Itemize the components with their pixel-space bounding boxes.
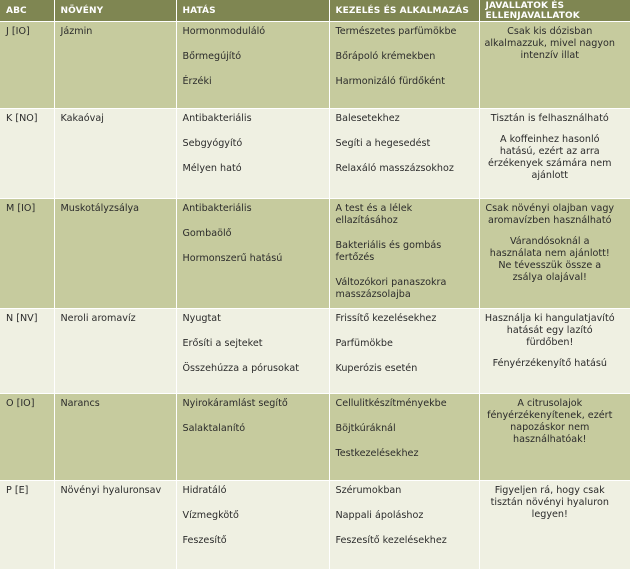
treatment-item: Szérumokban <box>336 485 475 497</box>
note-item: Figyeljen rá, hogy csak tisztán növényi hyaluron legyen! <box>484 485 617 521</box>
effect-item: Bőrmegújító <box>183 51 325 63</box>
treatments-cell <box>329 394 479 481</box>
effect-item: Antibakteriális <box>183 113 325 125</box>
treatments-cell <box>329 309 479 394</box>
note-item: Csak kis dózisban alkalmazzuk, mivel nagyon intenzív illat <box>484 26 617 62</box>
effects-cell <box>176 199 329 309</box>
effect-item: Nyirokáramlást segítő <box>183 398 325 410</box>
treatment-item: Nappali ápoláshoz <box>336 510 475 522</box>
treatment-item: A test és a lélek ellazításához <box>336 203 475 227</box>
treatment-item: Segíti a hegesedést <box>336 138 475 150</box>
treatment-item: Testkezelésekhez <box>336 448 475 460</box>
plant-cell: Neroli aromavíz <box>54 309 176 394</box>
table-row <box>0 22 630 109</box>
treatment-item: Balesetekhez <box>336 113 475 125</box>
effect-item: Hormonmoduláló <box>183 26 325 38</box>
abc-cell: P [E] <box>0 481 54 569</box>
table-row <box>0 199 630 309</box>
treatment-item: Parfümökbe <box>336 338 475 350</box>
notes-cell <box>479 199 630 309</box>
effect-item: Hidratáló <box>183 485 325 497</box>
abc-cell: K [NO] <box>0 109 54 199</box>
abc-cell: J [IO] <box>0 22 54 109</box>
effect-item: Erősíti a sejteket <box>183 338 325 350</box>
effect-item: Sebgyógyító <box>183 138 325 150</box>
note-item: Használja ki hangulatjavító hatását egy lazító fürdőben! <box>484 313 617 349</box>
note-item: Fényérzékenyítő hatású <box>484 358 617 370</box>
plant-cell: Narancs <box>54 394 176 481</box>
treatment-item: Relaxáló masszázsokhoz <box>336 163 475 175</box>
effects-cell <box>176 309 329 394</box>
notes-cell <box>479 109 630 199</box>
note-item: A koffeinhez hasonló hatású, ezért az arra érzékenyek számára nem ajánlott <box>484 134 617 182</box>
treatments-cell <box>329 199 479 309</box>
effects-cell <box>176 109 329 199</box>
effects-cell <box>176 481 329 569</box>
notes-cell <box>479 22 630 109</box>
abc-cell: O [IO] <box>0 394 54 481</box>
effects-cell <box>176 22 329 109</box>
effect-item: Mélyen ható <box>183 163 325 175</box>
treatment-item: Harmonizáló fürdőként <box>336 76 475 88</box>
plant-cell: Jázmin <box>54 22 176 109</box>
header-treatment: KEZELÉS ÉS ALKALMAZÁS <box>329 0 479 22</box>
effect-item: Vízmegkötő <box>183 510 325 522</box>
effect-item: Érzéki <box>183 76 325 88</box>
treatment-item: Feszesítő kezelésekhez <box>336 535 475 547</box>
treatment-item: Böjtkúráknál <box>336 423 475 435</box>
table-row <box>0 481 630 569</box>
notes-cell <box>479 394 630 481</box>
note-item: A citrusolajok fényérzékenyítenek, ezért napozáskor nem használhatóak! <box>484 398 617 446</box>
note-item: Tisztán is felhasználható <box>484 113 617 125</box>
table-row <box>0 309 630 394</box>
note-item: Csak növényi olajban vagy aromavízben használható <box>484 203 617 227</box>
header-plant: NÖVÉNY <box>54 0 176 22</box>
notes-cell <box>479 309 630 394</box>
treatment-item: Frissítő kezelésekhez <box>336 313 475 325</box>
plant-cell: Kakaóvaj <box>54 109 176 199</box>
effect-item: Összehúzza a pórusokat <box>183 363 325 375</box>
table-row <box>0 109 630 199</box>
plant-cell: Növényi hyaluronsav <box>54 481 176 569</box>
notes-cell <box>479 481 630 569</box>
plant-cell: Muskotályzsálya <box>54 199 176 309</box>
treatment-item: Bakteriális és gombás fertőzés <box>336 240 475 264</box>
treatment-item: Változókori panaszokra masszázsolajba <box>336 277 475 301</box>
effect-item: Hormonszerű hatású <box>183 253 325 265</box>
table-row <box>0 394 630 481</box>
treatment-item: Bőrápoló krémekben <box>336 51 475 63</box>
treatment-item: Cellulitkészítményekbe <box>336 398 475 410</box>
effect-item: Antibakteriális <box>183 203 325 215</box>
treatments-cell <box>329 22 479 109</box>
header-abc: ABC <box>0 0 54 22</box>
effects-cell <box>176 394 329 481</box>
note-item: Várandósoknál a használata nem ajánlott! Ne tévesszük össze a zsálya olajával! <box>484 236 617 284</box>
effect-item: Feszesítő <box>183 535 325 547</box>
effect-item: Salaktalanító <box>183 423 325 435</box>
effect-item: Nyugtat <box>183 313 325 325</box>
header-effect: HATÁS <box>176 0 329 22</box>
treatments-cell <box>329 109 479 199</box>
abc-cell: N [NV] <box>0 309 54 394</box>
treatment-item: Természetes parfümökbe <box>336 26 475 38</box>
treatment-item: Kuperózis esetén <box>336 363 475 375</box>
effect-item: Gombaölő <box>183 228 325 240</box>
header-row <box>0 0 630 22</box>
abc-cell: M [IO] <box>0 199 54 309</box>
treatments-cell <box>329 481 479 569</box>
header-indications: JAVALLATOK ÉS ELLENJAVALLATOK <box>479 0 630 22</box>
